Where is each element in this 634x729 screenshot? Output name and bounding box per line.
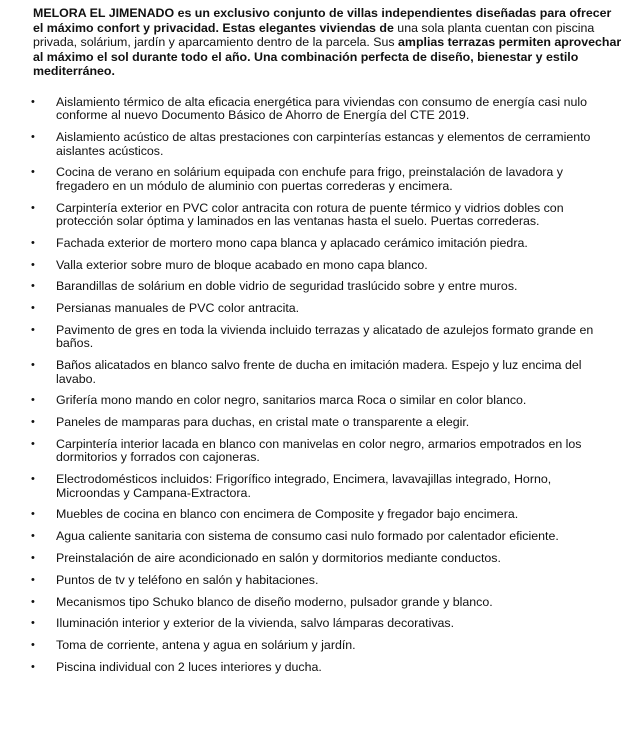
bullet-icon: • [31,552,35,564]
list-item [0,639,634,652]
list-item-text: Electrodomésticos incluidos: Frigorífico integrado, Encimera, lavavajillas integrado, Horno, Microondas y Campana-Extractora. [56,472,552,500]
list-item [0,280,634,293]
bullet-icon: • [31,201,35,214]
list-item-text: Mecanismos tipo Schuko blanco de diseño moderno, pulsador grande y blanco. [56,594,493,609]
list-item-text: Aislamiento térmico de alta eficacia energética para viviendas con consumo de energía casi nulo conforme al nuevo Documento Básico de Ahorro de Energía del CTE 2019. [56,95,588,123]
list-item [0,166,634,193]
list-item [0,302,634,315]
bullet-icon: • [31,394,35,407]
list-item [0,617,634,630]
list-item [0,661,634,674]
bullet-icon: • [31,473,35,486]
bullet-icon: • [31,416,35,429]
bullet-icon: • [31,530,35,543]
list-item-text: Fachada exterior de mortero mono capa blanca y aplacado cerámico imitación piedra. [56,235,528,250]
list-item [0,508,634,521]
bullet-icon: • [31,508,35,521]
list-item-text: Baños alicatados en blanco salvo frente de ducha en imitación madera. Espejo y luz encima del lavabo. [56,358,582,386]
list-item [0,473,634,500]
list-item-text: Persianas manuales de PVC color antracita. [56,301,300,316]
list-item [0,131,634,158]
list-item [0,552,634,565]
list-item-text: Toma de corriente, antena y agua en solárium y jardín. [56,638,356,653]
list-item [0,416,634,429]
list-item-text: Cocina de verano en solárium equipada con enchufe para frigo, preinstalación de lavadora y fregadero en un módulo de aluminio con puertas correderas y encimera. [56,165,563,193]
list-item [0,574,634,587]
intro-text-bold: MELORA EL JIMENADO es un exclusivo conjunto de villas independientes diseñadas para ofrecer el máximo confort y privacidad. Estas elegantes viviendas de [33,6,612,35]
list-item-text: Carpintería exterior en PVC color antracita con rotura de puente térmico y vidrios dobles con protección solar óptima y laminados en las ventanas hasta el suelo. Puertas correderas. [56,200,564,229]
list-item [0,530,634,543]
list-item-text: Pavimento de gres en toda la vivienda incluido terrazas y alicatado de azulejos formato grande en baños. [56,323,594,351]
bullet-icon: • [31,438,35,450]
list-item-text: Piscina individual con 2 luces interiores y ducha. [56,659,322,674]
list-item [0,438,634,465]
list-item [0,96,634,123]
bullet-icon: • [31,131,35,144]
bullet-icon: • [31,573,35,586]
bullet-icon: • [31,639,35,652]
list-item-text: Grifería mono mando en color negro, sanitarios marca Roca o similar en color blanco. [56,393,527,408]
intro-text-normal: una sola planta cuentan con piscina privada, solárium, jardín y aparcamiento dentro de la parcela. Sus [33,20,595,50]
list-item-text: Muebles de cocina en blanco con encimera de Composite y fregador bajo encimera. [56,507,519,522]
bullet-icon: • [31,280,35,293]
bullet-icon: • [31,617,35,630]
list-item-text: Puntos de tv y teléfono en salón y habitaciones. [56,572,319,587]
bullet-icon: • [31,236,35,249]
list-item [0,394,634,407]
list-item-text: Aislamiento acústico de altas prestaciones con carpinterías estancas y elementos de cerramiento aislantes acústicos. [56,130,591,158]
bullet-icon: • [31,660,35,673]
list-item-text: Iluminación interior y exterior de la vivienda, salvo lámparas decorativas. [56,616,455,631]
list-item [0,324,634,351]
list-item [0,202,634,229]
bullet-icon: • [31,96,35,108]
list-item-text: Carpintería interior lacada en blanco con manivelas en color negro, armarios empotrados en los dormitorios y forrados con cajoneras. [56,437,582,465]
list-item [0,259,634,272]
bullet-icon: • [31,595,35,608]
list-item-text: Paneles de mamparas para duchas, en cristal mate o transparente a elegir. [56,415,470,430]
bullet-icon: • [31,302,35,315]
list-item [0,237,634,250]
list-item-text: Agua caliente sanitaria con sistema de consumo casi nulo formado por calentador eficiente. [56,529,559,544]
features-list [0,96,634,683]
bullet-icon: • [31,359,35,372]
intro-paragraph [33,6,623,79]
list-item-text: Preinstalación de aire acondicionado en salón y dormitorios mediante conductos. [56,551,501,565]
list-item [0,359,634,386]
intro-text-bold-end: amplias terrazas permiten aprovechar al máximo el sol durante todo el año. Una combinación perfecta de diseño, bienestar y estilo mediterráneo. [33,35,622,79]
bullet-icon: • [31,166,35,179]
bullet-icon: • [31,324,35,336]
list-item [0,596,634,609]
list-item-text: Valla exterior sobre muro de bloque acabado en mono capa blanco. [56,257,428,272]
bullet-icon: • [31,258,35,271]
list-item-text: Barandillas de solárium en doble vidrio de seguridad traslúcido sobre y entre muros. [56,279,518,294]
